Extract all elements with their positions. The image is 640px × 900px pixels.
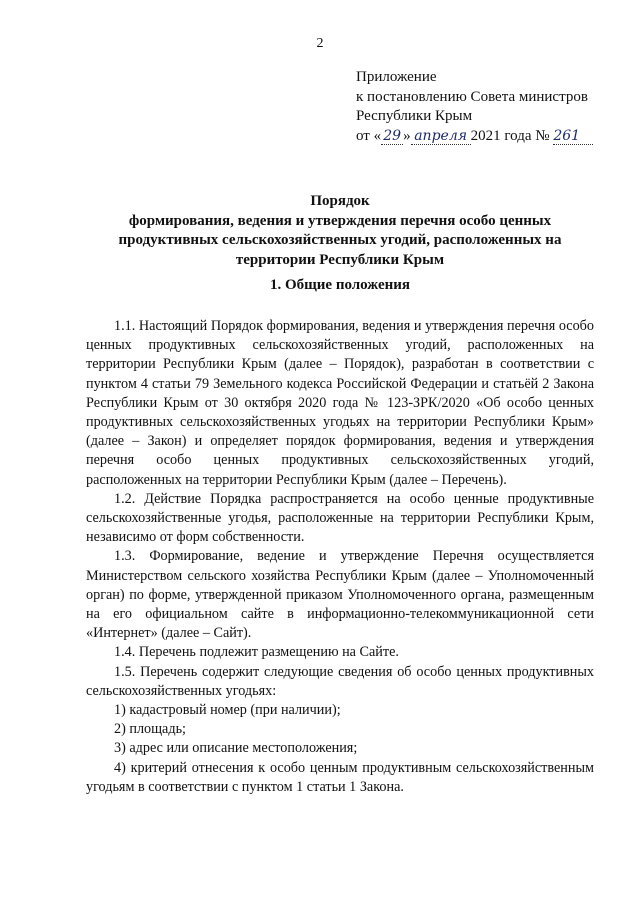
paragraph-1-4: 1.4. Перечень подлежит размещению на Сайте. [114, 644, 399, 661]
page-number: 2 [316, 36, 324, 51]
appendix-line-3: Республики Крым [356, 108, 473, 124]
appendix-block [356, 68, 593, 146]
appendix-date-line [356, 127, 593, 147]
paragraph-1-2: 1.2. Действие Порядка распространяется на особо ценные продуктивные сельскохозяйственные угодья, расположенные на территории Республики Крым, независимо от форм собственности. [86, 490, 594, 546]
date-year: 2021 года № [470, 127, 550, 144]
list-item-4: 4) критерий отнесения к особо ценным продуктивным сельскохозяйственным угодьям в соответствии с пунктом 1 статьи 1 Закона. [86, 759, 594, 795]
paragraph-1-1: 1.1. Настоящий Порядок формирования, ведения и утверждения перечня особо ценных продуктивных сельскохозяйственных угодий, расположенных на территории Республики Крым (далее – Порядок), разработан в соответствии с пунктом 4 статьи 79 Земельного кодекса Российской Федерации и статьёй 2 Закона Республики Крым от 30 октября 2020 года № 123-ЗРК/2020 «Об особо ценных продуктивных сельскохозяйственных угодьях на территории Республики Крым» (далее – Закон) и определяет порядок формирования, ведения и утверждения перечня особо ценных продуктивных сельскохозяйственных угодий, расположенных на территории Республики Крым (далее – Перечень). [86, 318, 594, 488]
list-item-2: 2) площадь; [114, 721, 186, 738]
date-prefix: от « [356, 127, 382, 144]
body-text [86, 317, 594, 797]
title-line-4: территории Республики Крым [235, 251, 445, 268]
paragraph-1-3: 1.3. Формирование, ведение и утверждение Перечня осуществляется Министерством сельского хозяйства Республики Крым (далее – Уполномоченный орган) по форме, утвержденной приказом Уполномоченного органа, размещенным на его официальном сайте в информационно-телекоммуникационной сети «Интернет» (далее – Сайт). [86, 548, 594, 642]
title-line-1: Порядок [310, 193, 370, 209]
appendix-line-2: к постановлению Совета министров [356, 88, 588, 105]
date-close-quote: » [403, 127, 411, 144]
title-line-2: формирования, ведения и утверждения перечня особо ценных [128, 212, 552, 229]
section-heading: 1. Общие положения [269, 277, 411, 293]
handwritten-day: 29 [381, 127, 403, 147]
appendix-line-1: Приложение [356, 69, 437, 85]
paragraph-1-5: 1.5. Перечень содержит следующие сведения об особо ценных продуктивных сельскохозяйственных угодьях: [86, 663, 594, 699]
document-title [60, 192, 620, 270]
handwritten-doc-number: 261 [553, 127, 593, 147]
list-item-1: 1) кадастровый номер (при наличии); [114, 702, 341, 719]
list-item-3: 3) адрес или описание местоположения; [114, 740, 358, 757]
handwritten-month: апреля [411, 127, 471, 147]
title-line-3: продуктивных сельскохозяйственных угодий, расположенных на [118, 232, 562, 248]
